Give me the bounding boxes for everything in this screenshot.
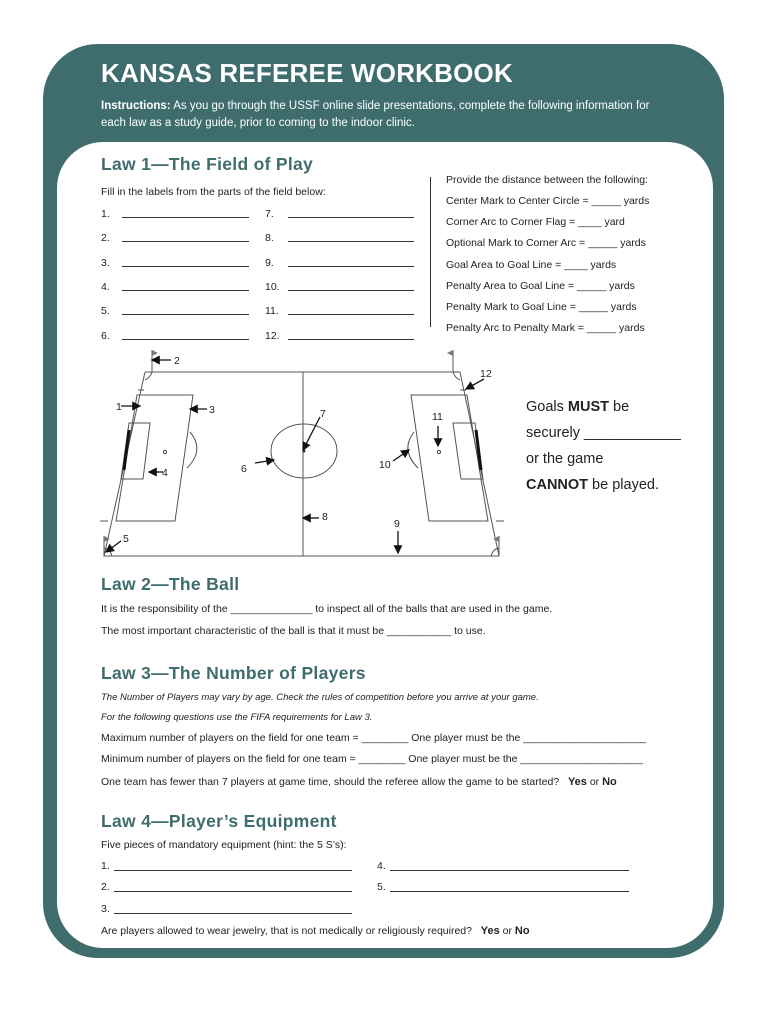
equipment-blank-1[interactable] bbox=[114, 870, 352, 871]
instructions-text: As you go through the USSF online slide presentations, complete the following information for each law as a study guide, prior to coming to the indoor clinic. bbox=[101, 100, 650, 129]
right-penalty-area bbox=[411, 395, 488, 521]
label-number-9: 9. bbox=[265, 257, 274, 269]
law3-min-line: Minimum number of players on the field for one team = ________ One player must be the _____________________ bbox=[101, 753, 643, 765]
left-penalty-area bbox=[116, 395, 193, 521]
distance-item: Center Mark to Center Circle = _____ yards bbox=[446, 195, 650, 207]
right-penalty-mark bbox=[437, 450, 440, 453]
equipment-number-3: 3. bbox=[101, 903, 110, 915]
label-number-12: 12. bbox=[265, 330, 280, 342]
left-penalty-arc bbox=[187, 432, 197, 468]
left-penalty-mark bbox=[163, 450, 166, 453]
label-number-10: 10. bbox=[265, 281, 280, 293]
field-label-12: 12 bbox=[480, 368, 492, 380]
distance-item: Corner Arc to Corner Flag = ____ yard bbox=[446, 216, 625, 228]
field-label-2: 2 bbox=[174, 355, 180, 367]
goals-line-4: CANNOT be played. bbox=[526, 477, 659, 493]
equipment-number-4: 4. bbox=[377, 860, 386, 872]
equipment-number-5: 5. bbox=[377, 881, 386, 893]
law4-jewelry-question: Are players allowed to wear jewelry, that is not medically or religiously required? Yes or No bbox=[101, 925, 530, 937]
corner-flag-pennant bbox=[152, 350, 158, 356]
instructions-label: Instructions: bbox=[101, 100, 171, 112]
goals-line-2: securely ____________ bbox=[526, 425, 681, 441]
law3-fewer-question: One team has fewer than 7 players at game time, should the referee allow the game to be started? Yes or No bbox=[101, 776, 617, 788]
law2-heading: Law 2—The Ball bbox=[101, 574, 240, 594]
goals-line-3: or the game bbox=[526, 451, 604, 467]
equipment-blank-3[interactable] bbox=[114, 913, 352, 914]
distance-item: Optional Mark to Corner Arc = _____ yards bbox=[446, 237, 646, 249]
equipment-blank-2[interactable] bbox=[114, 891, 352, 892]
label-number-2: 2. bbox=[101, 232, 110, 244]
field-label-8: 8 bbox=[322, 511, 328, 523]
label-number-1: 1. bbox=[101, 208, 110, 220]
law3-heading: Law 3—The Number of Players bbox=[101, 663, 366, 683]
goals-note bbox=[526, 394, 681, 498]
field-label-9: 9 bbox=[394, 518, 400, 530]
arrow-5 bbox=[106, 541, 121, 552]
no-option[interactable]: No bbox=[602, 776, 617, 788]
label-number-5: 5. bbox=[101, 305, 110, 317]
law3-note-1: The Number of Players may vary by age. Check the rules of competition before you arrive at your game. bbox=[101, 692, 539, 703]
corner-arc bbox=[145, 372, 152, 380]
law2-line-1: It is the responsibility of the ______________ to inspect all of the balls that are used in the game. bbox=[101, 603, 553, 615]
arrow-10 bbox=[393, 450, 409, 461]
corner-flag-pennant bbox=[447, 350, 453, 356]
corner-arc bbox=[453, 372, 460, 380]
field-label-7: 7 bbox=[320, 408, 326, 420]
law2-line-2: The most important characteristic of the ball is that it must be ___________ to use. bbox=[101, 625, 486, 637]
distance-item: Penalty Mark to Goal Line = _____ yards bbox=[446, 301, 637, 313]
distance-item: Penalty Arc to Penalty Mark = _____ yards bbox=[446, 322, 645, 334]
label-number-4: 4. bbox=[101, 281, 110, 293]
law1-fill-prompt: Fill in the labels from the parts of the field below: bbox=[101, 186, 326, 198]
field-label-10: 10 bbox=[379, 459, 391, 471]
field-label-5: 5 bbox=[123, 533, 129, 545]
field-label-1: 1 bbox=[116, 401, 122, 413]
arrow-7 bbox=[303, 417, 320, 450]
field-outline bbox=[104, 372, 499, 556]
label-number-6: 6. bbox=[101, 330, 110, 342]
equipment-number-1: 1. bbox=[101, 860, 110, 872]
field-label-11: 11 bbox=[432, 411, 443, 423]
law3-max-line: Maximum number of players on the field for one team = ________ One player must be the _____________________ bbox=[101, 732, 646, 744]
field-label-3: 3 bbox=[209, 404, 215, 416]
label-number-3: 3. bbox=[101, 257, 110, 269]
yes-option[interactable]: Yes bbox=[567, 776, 587, 788]
arrow-6 bbox=[255, 460, 274, 463]
label-number-11: 11. bbox=[265, 305, 279, 317]
label-number-8: 8. bbox=[265, 232, 274, 244]
distance-prompt: Provide the distance between the following: bbox=[446, 174, 648, 186]
field-label-6: 6 bbox=[241, 463, 247, 475]
page-title: KANSAS REFEREE WORKBOOK bbox=[101, 58, 513, 88]
arrow-12 bbox=[466, 379, 484, 389]
equipment-blank-5[interactable] bbox=[390, 891, 629, 892]
equipment-number-2: 2. bbox=[101, 881, 110, 893]
distance-item: Goal Area to Goal Line = ____ yards bbox=[446, 259, 617, 271]
law1-heading: Law 1—The Field of Play bbox=[101, 154, 314, 174]
no-option[interactable]: No bbox=[514, 925, 530, 937]
law3-note-2: For the following questions use the FIFA requirements for Law 3. bbox=[101, 712, 373, 723]
goals-line-1: Goals MUST be bbox=[526, 399, 630, 415]
law4-prompt: Five pieces of mandatory equipment (hint: the 5 S’s): bbox=[101, 839, 347, 851]
distance-item: Penalty Area to Goal Line = _____ yards bbox=[446, 280, 635, 292]
right-penalty-arc bbox=[408, 432, 418, 468]
field-label-4: 4 bbox=[162, 467, 168, 479]
law4-heading: Law 4—Player’s Equipment bbox=[101, 811, 337, 831]
equipment-blank-4[interactable] bbox=[390, 870, 629, 871]
label-number-7: 7. bbox=[265, 208, 274, 220]
yes-option[interactable]: Yes bbox=[480, 925, 500, 937]
